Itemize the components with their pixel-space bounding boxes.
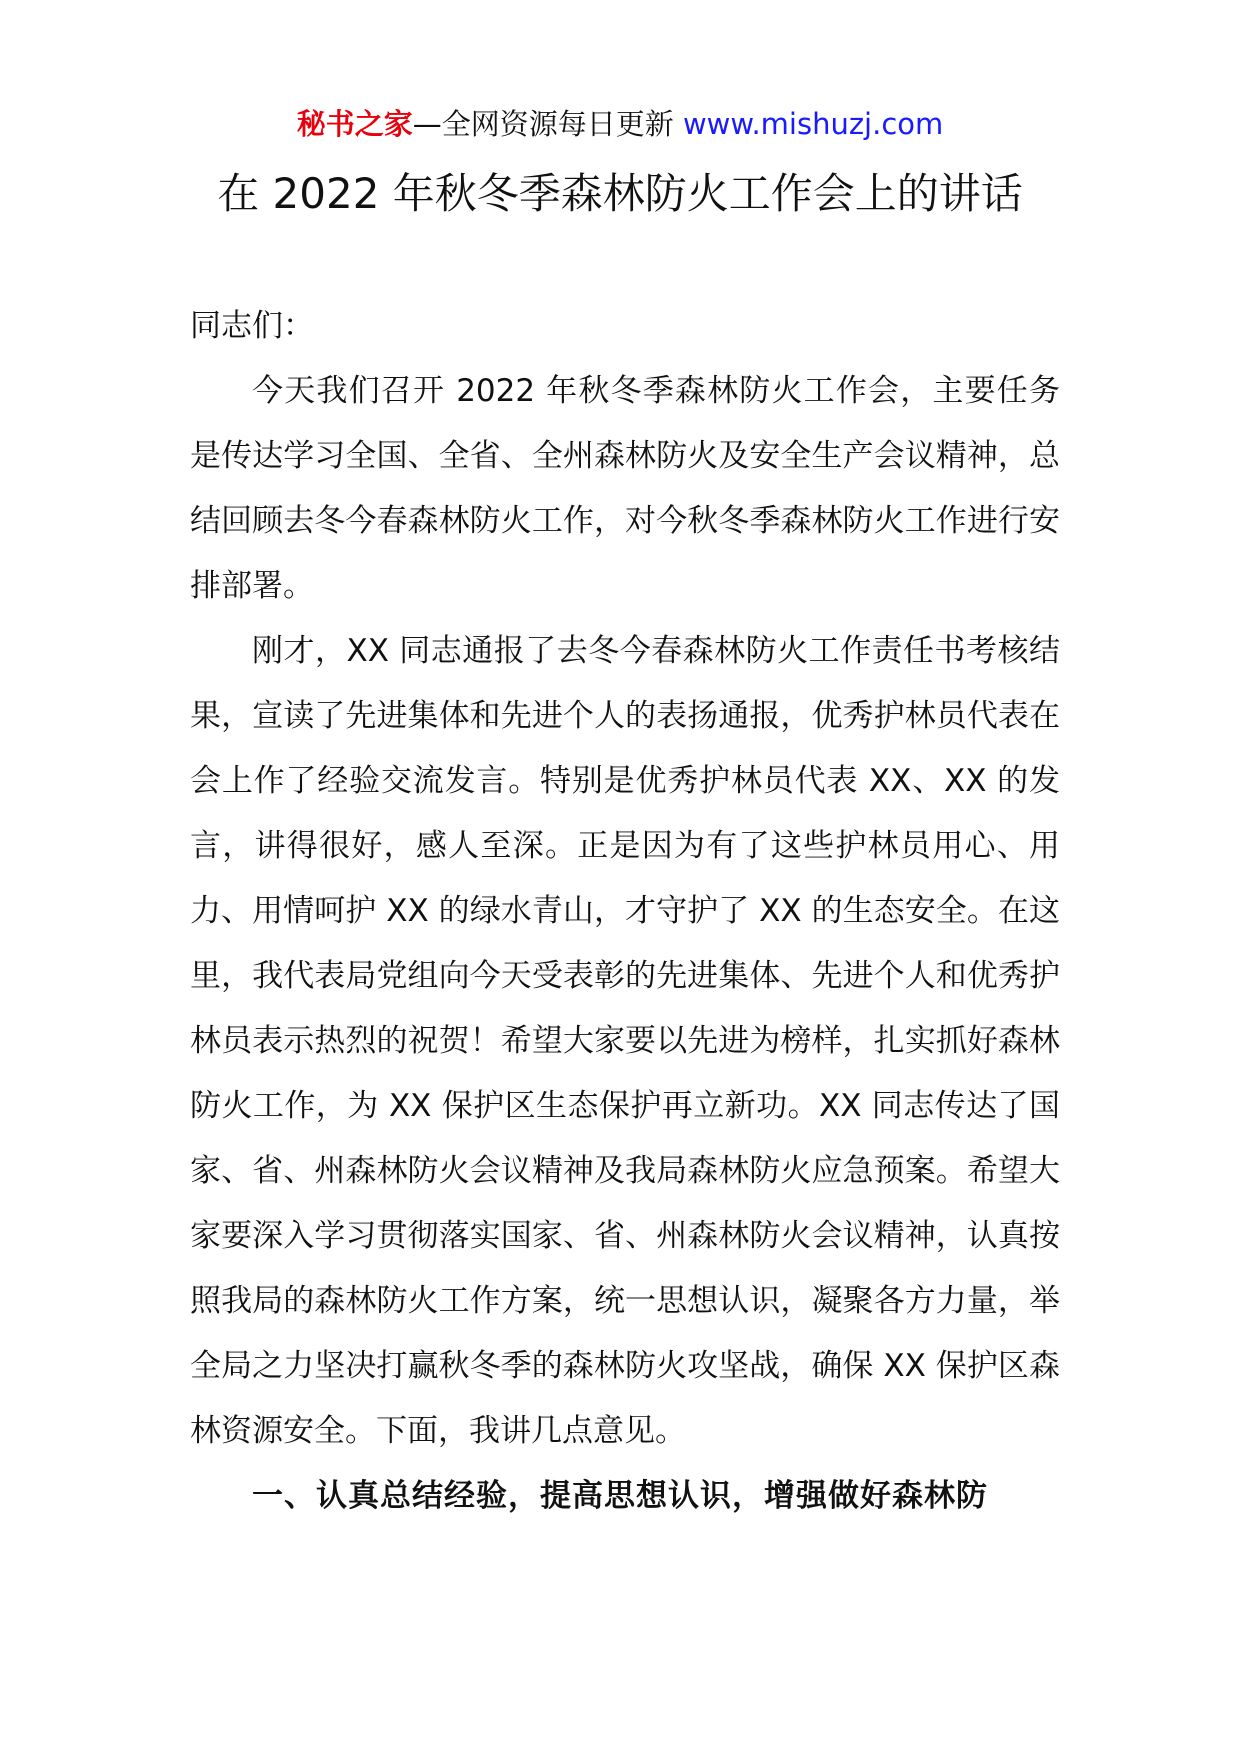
document-body <box>190 294 1060 1529</box>
document-title: 在 2022 年秋冬季森林防火工作会上的讲话 <box>217 169 1023 218</box>
paragraph-review: 刚才，XX 同志通报了去冬今春森林防火工作责任书考核结果，宣读了先进集体和先进个人的表扬通报，优秀护林员代表在会上作了经验交流发言。特别是优秀护林员代表 XX、XX 的发言，讲得很好，感人至深。正是因为有了这些护林员用心、用力、用情呵护 XX 的绿水青山，才守护了 XX 的生态安全。在这里，我代表局党组向今天受表彰的先进集体、先进个人和优秀护林员表示热烈的祝贺！希望大家要以先进为榜样，扎实抓好森林防火工作，为 XX 保护区生态保护再立新功。XX 同志传达了国家、省、州森林防火会议精神及我局森林防火应急预案。希望大家要深入学习贯彻落实国家、省、州森林防火会议精神，认真按照我局的森林防火工作方案，统一思想认识，凝聚各方力量，举全局之力坚决打赢秋冬季的森林防火攻坚战，确保 XX 保护区森林资源安全。下面，我讲几点意见。 <box>190 633 1060 1449</box>
paragraph-intro: 今天我们召开 2022 年秋冬季森林防火工作会，主要任务是传达学习全国、全省、全州森林防火及安全生产会议精神，总结回顾去冬今春森林防火工作，对今秋冬季森林防火工作进行安排部署。 <box>190 373 1060 604</box>
site-url-link[interactable]: www.mishuzj.com <box>682 107 944 141</box>
brand-name: 秘书之家 <box>296 107 413 141</box>
section-heading-1: 一、认真总结经验，提高思想认识，增强做好森林防 <box>252 1478 988 1514</box>
site-header <box>0 104 1240 144</box>
header-tagline: —全网资源每日更新 <box>412 107 683 141</box>
salutation: 同志们： <box>190 308 314 344</box>
